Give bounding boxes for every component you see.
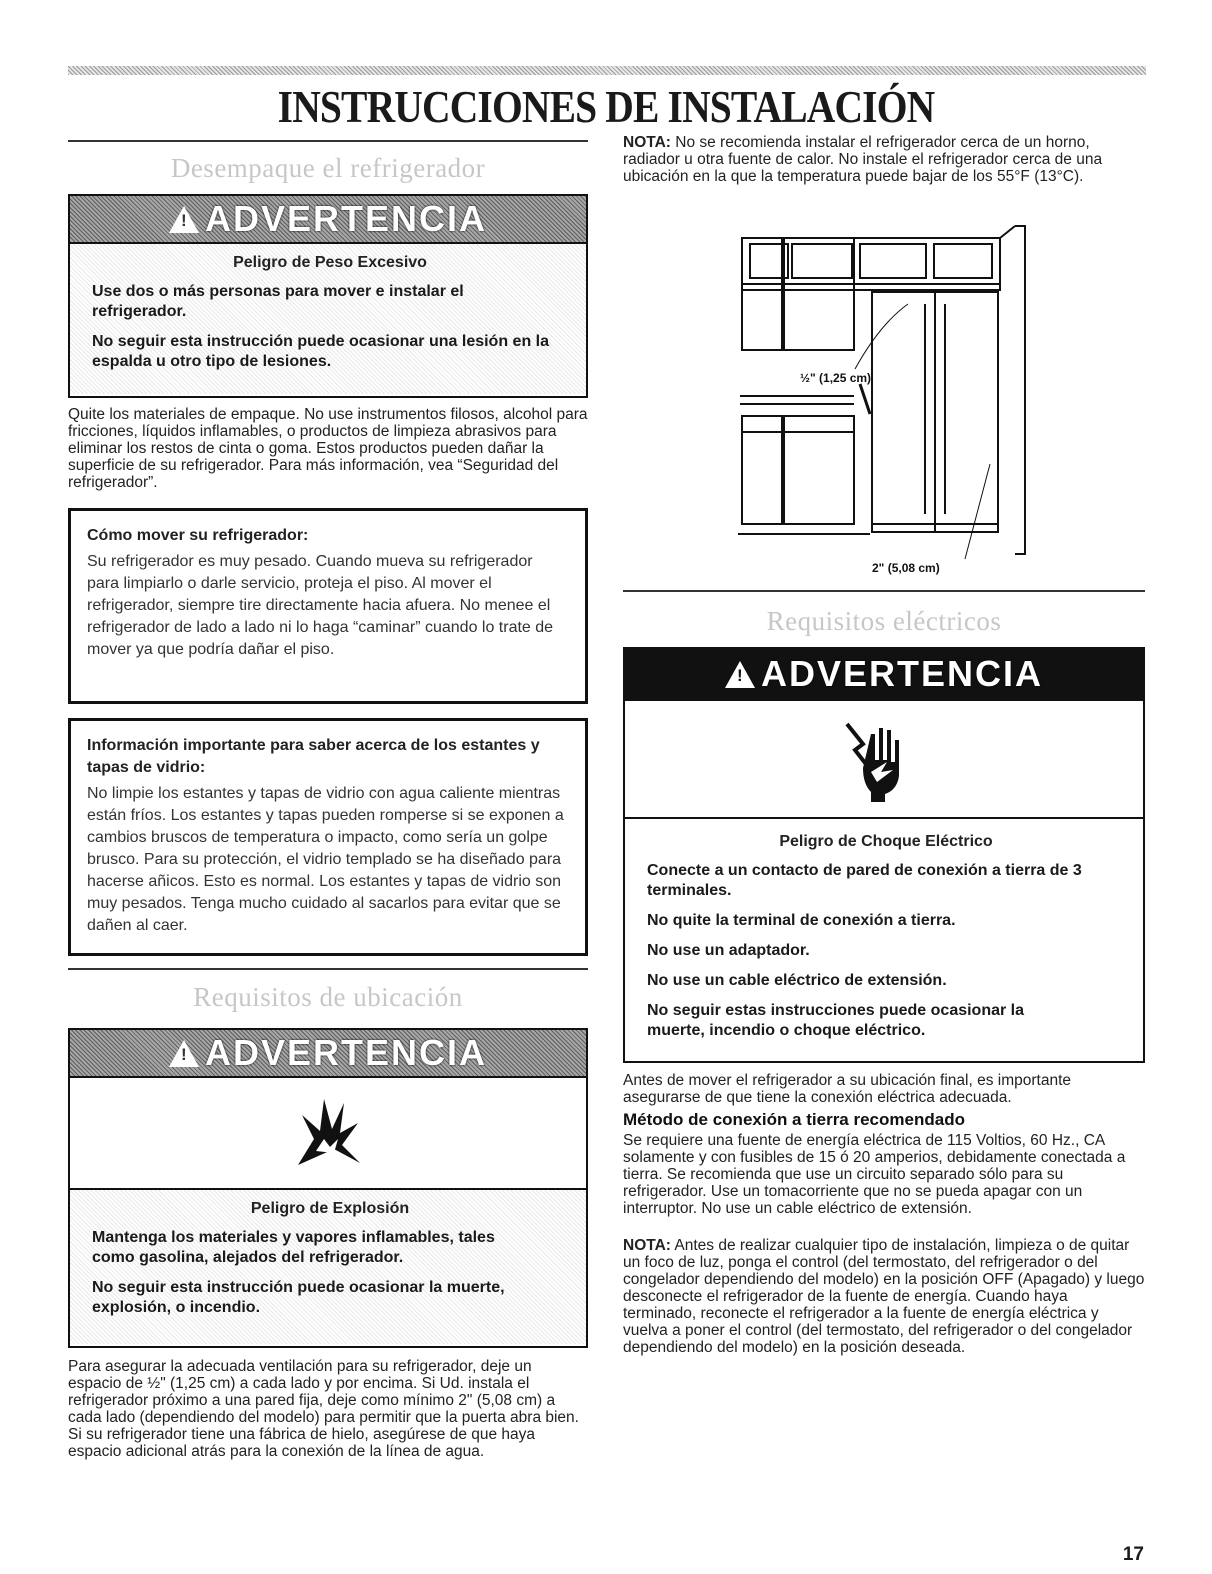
explosion-icon bbox=[288, 1093, 368, 1173]
move-refrigerator-box bbox=[68, 508, 588, 704]
warning-line: No use un cable eléctrico de extensión. bbox=[647, 972, 947, 989]
note-text: No se recomienda instalar el refrigerador cerca de un horno, radiador u otra fuente de calor. No instale el refrigerador cerca de una ubicación en la que la temperatura puede bajar de los 55°F (13°C). bbox=[623, 134, 1103, 185]
explosion-icon-area bbox=[70, 1078, 586, 1190]
note-label: NOTA: bbox=[623, 134, 671, 151]
warning-header bbox=[70, 196, 586, 244]
warning-triangle-icon bbox=[169, 1040, 199, 1067]
clearance-diagram bbox=[730, 224, 1040, 582]
hazard-label: Peligro de Choque Eléctrico bbox=[779, 833, 993, 850]
electrical-paragraph: Antes de mover el refrigerador a su ubicación final, es importante asegurarse de que tiene la conexión eléctrica adecuada. bbox=[623, 1072, 1072, 1106]
page-number: 17 bbox=[1122, 1544, 1144, 1565]
diagram-label-two-inch: 2" (5,08 cm) bbox=[872, 561, 940, 575]
note-heat-source bbox=[623, 134, 1143, 185]
diagram-label-half-inch: ½" (1,25 cm) bbox=[800, 371, 872, 385]
warning-line: No seguir esta instrucción puede ocasionar una lesión en la espalda u otro tipo de lesiones. bbox=[92, 333, 550, 370]
warning-heading: ADVERTENCIA bbox=[760, 653, 1043, 694]
warning-line: No use un adaptador. bbox=[647, 942, 810, 959]
warning-line: No quite la terminal de conexión a tierra. bbox=[647, 912, 956, 929]
section-rule bbox=[68, 140, 588, 142]
electric-shock-icon bbox=[841, 714, 927, 804]
top-decorative-bar bbox=[68, 66, 1146, 75]
box-heading: Cómo mover su refrigerador: bbox=[87, 527, 309, 544]
warning-line: No seguir esta instrucción puede ocasionar la muerte, explosión, o incendio. bbox=[92, 1279, 505, 1316]
section-rule bbox=[68, 968, 588, 970]
electric-shock-icon-area bbox=[625, 701, 1143, 819]
location-paragraph: Para asegurar la adecuada ventilación para su refrigerador, deje un espacio de ½" (1,25 cm) a cada lado y por encima. Si Ud. instala el refrigerador próximo a una pared fija, deje como mínimo 2" (5,08 cm) a cada lado (dependiendo del modelo) para permitir que la puerta abra bien. Si su refrigerador tiene una fábrica de hielo, asegúrese de que haya espacio adicional atrás para la conexión de la línea de agua. bbox=[68, 1358, 579, 1460]
grounding-paragraph: Se requiere una fuente de energía eléctrica de 115 Voltios, 60 Hz., CA solamente y con fusibles de 15 ó 20 amperios, debidamente conectada a tierra. Se recomienda que use un circuito separado sólo para su refrigerador. Use un tomacorriente que no se pueda apagar con un interruptor. No use un cable eléctrico de extensión. bbox=[623, 1132, 1126, 1217]
unpack-paragraph: Quite los materiales de empaque. No use instrumentos filosos, alcohol para fricciones, líquidos inflamables, o productos de limpieza abrasivos para eliminar los restos de cinta o goma. Estos productos pueden dañar la superficie de su refrigerador. Para más información, vea “Seguridad del refrigerador”. bbox=[68, 406, 588, 491]
warning-header bbox=[70, 1030, 586, 1078]
warning-box-weight bbox=[68, 194, 588, 398]
page-title: INSTRUCCIONES DE INSTALACIÓN bbox=[277, 81, 935, 132]
warning-header bbox=[625, 649, 1143, 701]
note-label: NOTA: bbox=[623, 1237, 671, 1254]
warning-box-explosion bbox=[68, 1028, 588, 1348]
warning-line: Use dos o más personas para mover e instalar el refrigerador. bbox=[92, 283, 464, 320]
box-heading: Información importante para saber acerca de los estantes y tapas de vidrio: bbox=[87, 737, 540, 776]
grounding-subheading: Método de conexión a tierra recomendado bbox=[623, 1110, 965, 1129]
warning-box-electrical bbox=[623, 647, 1145, 1063]
box-text: Su refrigerador es muy pesado. Cuando mueva su refrigerador para limpiarlo o darle servicio, proteja el piso. Al mover el refrigerador, siempre tire directamente hacia afuera. No menee el refrigerador de lado a lado ni lo haga “caminar” cuando lo trate de mover ya que podría dañar el piso. bbox=[87, 553, 554, 658]
box-text: No limpie los estantes y tapas de vidrio con agua caliente mientras están fríos. Los estantes y tapas pueden romperse si se exponen a cambios bruscos de temperatura o impacto, como sería un golpe brusco. Para su protección, el vidrio templado se ha diseñado para hacerse añicos. Esto es normal. Los estantes y tapas de vidrio son muy pesados. Tenga mucho cuidado al sacarlos para evitar que se dañen al caer. bbox=[87, 785, 564, 934]
hazard-label: Peligro de Peso Excesivo bbox=[233, 254, 427, 271]
warning-line: Mantenga los materiales y vapores inflamables, tales como gasolina, alejados del refrigerador. bbox=[92, 1229, 495, 1266]
glass-shelves-box bbox=[68, 718, 588, 956]
warning-heading: ADVERTENCIA bbox=[204, 1032, 487, 1073]
warning-body bbox=[70, 1190, 586, 1344]
warning-triangle-icon bbox=[725, 661, 755, 688]
warning-body bbox=[625, 819, 1143, 1041]
warning-triangle-icon bbox=[169, 206, 199, 233]
section-title-unpack: Desempaque el refrigerador bbox=[170, 153, 486, 183]
section-rule bbox=[623, 590, 1145, 592]
section-title-electrical: Requisitos eléctricos bbox=[766, 606, 1002, 636]
note-text: Antes de realizar cualquier tipo de instalación, limpieza o de quitar un foco de luz, ponga el control (del termostato, del refrigerador o del congelador dependiendo del modelo) en la posición OFF (Apagado) y luego desconecte el refrigerador de la fuente de energía. Cuando haya terminado, reconecte el refrigerador a la fuente de energía eléctrica y vuelva a poner el control (del termostato, del refrigerador o del congelador dependiendo del modelo) en la posición deseada. bbox=[623, 1237, 1145, 1356]
warning-heading: ADVERTENCIA bbox=[204, 198, 487, 239]
warning-line: No seguir estas instrucciones puede ocasionar la muerte, incendio o choque eléctrico. bbox=[647, 1002, 1025, 1039]
hazard-label: Peligro de Explosión bbox=[250, 1200, 410, 1217]
section-title-location: Requisitos de ubicación bbox=[193, 982, 463, 1012]
warning-body bbox=[70, 244, 586, 394]
note-disconnect bbox=[623, 1237, 1145, 1356]
warning-line: Conecte a un contacto de pared de conexión a tierra de 3 terminales. bbox=[647, 862, 1082, 899]
